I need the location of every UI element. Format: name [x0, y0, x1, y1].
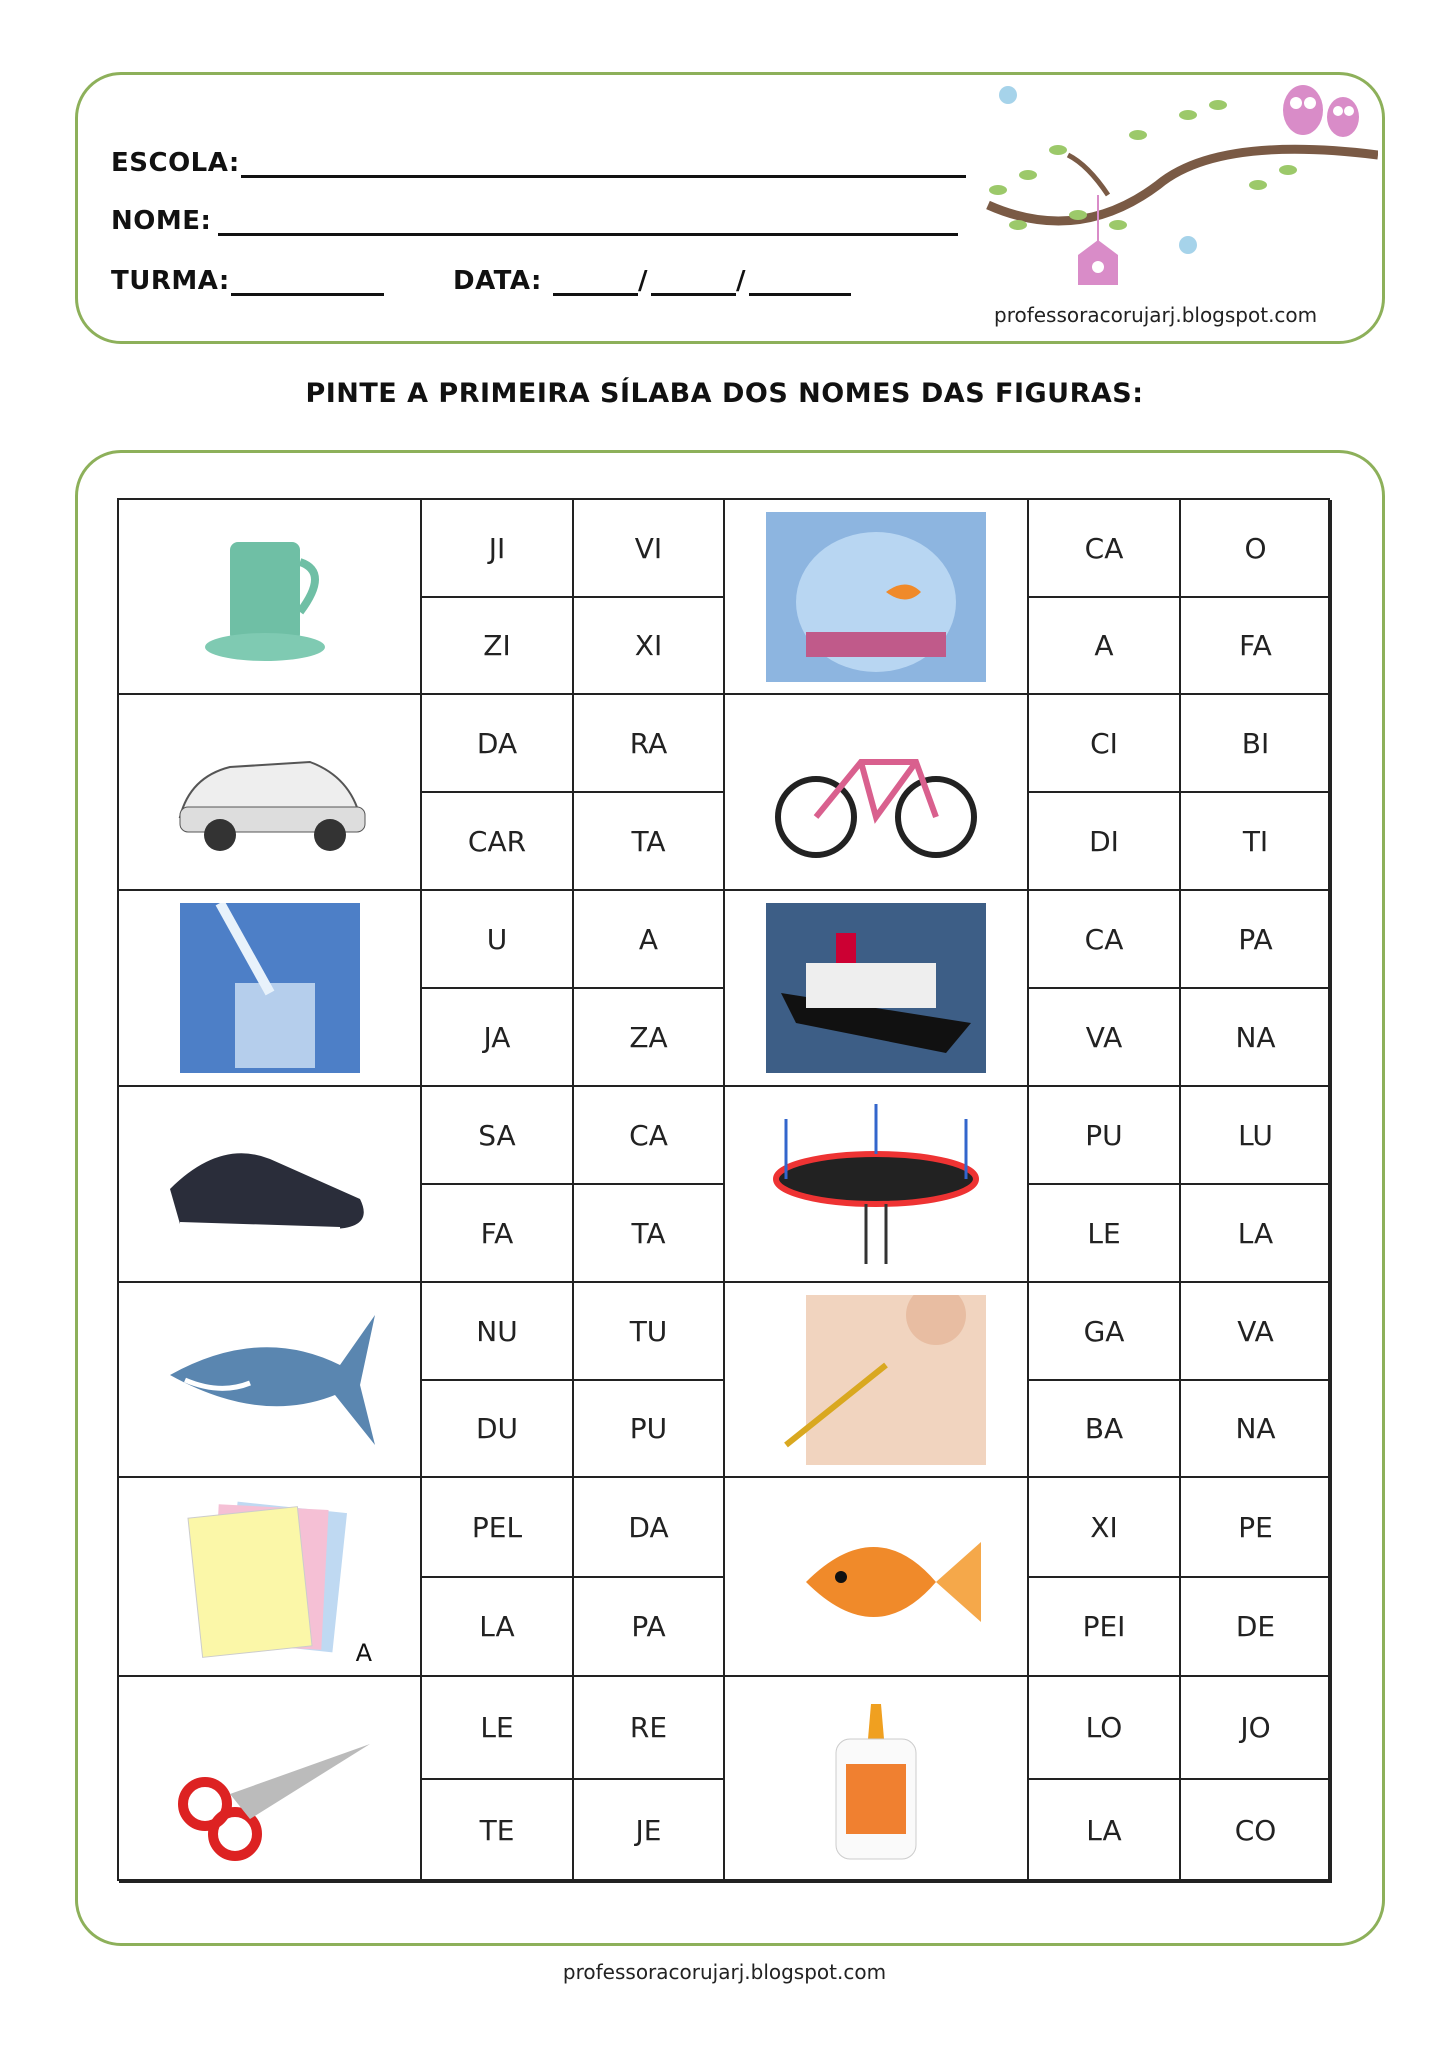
syllable-cell[interactable]: PEI [1029, 1578, 1181, 1677]
header-box [75, 72, 1385, 344]
header-site-text: professoracorujarj.blogspot.com [994, 303, 1318, 327]
paper-icon [160, 1492, 380, 1662]
syllable-cell[interactable]: CA [574, 1087, 725, 1185]
date-month-line[interactable] [651, 293, 736, 296]
name-input-line[interactable] [218, 233, 958, 236]
cup-icon [160, 512, 380, 682]
right-picture-cell [725, 1283, 1029, 1478]
syllable-cell[interactable]: LA [1181, 1185, 1332, 1283]
left-picture-cell [119, 891, 422, 1087]
syllable-cell[interactable]: XI [1029, 1478, 1181, 1578]
syllable-table [117, 498, 1330, 1881]
syllable-cell[interactable]: SA [422, 1087, 574, 1185]
syllable-cell[interactable]: JI [422, 500, 574, 598]
syllable-cell[interactable]: CO [1181, 1780, 1332, 1883]
syllable-cell[interactable]: VI [574, 500, 725, 598]
water-glass-icon [160, 903, 380, 1073]
syllable-cell[interactable]: ZI [422, 598, 574, 695]
syllable-cell[interactable]: U [422, 891, 574, 989]
syllable-cell[interactable]: JA [422, 989, 574, 1087]
left-picture-cell [119, 1677, 422, 1883]
syllable-cell[interactable]: CAR [422, 793, 574, 891]
right-picture-cell [725, 891, 1029, 1087]
syllable-cell[interactable]: RE [574, 1677, 725, 1780]
left-picture-cell [119, 1478, 422, 1677]
bicycle-icon [766, 707, 986, 877]
syllable-cell[interactable]: XI [574, 598, 725, 695]
trampoline-icon [766, 1099, 986, 1269]
goldfish-icon [766, 1492, 986, 1662]
right-picture-cell [725, 695, 1029, 891]
syllable-cell[interactable]: JO [1181, 1677, 1332, 1780]
syllable-cell[interactable]: DA [574, 1478, 725, 1578]
owl-branch-illustration [958, 75, 1378, 295]
syllable-cell[interactable]: A [1029, 598, 1181, 695]
right-picture-cell [725, 500, 1029, 695]
ship-icon [766, 903, 986, 1073]
date-day-line[interactable] [553, 293, 638, 296]
syllable-cell[interactable]: A [574, 891, 725, 989]
left-picture-cell [119, 695, 422, 891]
date-separator: / [638, 266, 648, 296]
syllable-cell[interactable]: TA [574, 793, 725, 891]
syllable-cell[interactable]: O [1181, 500, 1332, 598]
car-icon [160, 707, 380, 877]
left-picture-cell [119, 500, 422, 695]
shark-icon [160, 1295, 380, 1465]
left-picture-cell [119, 1283, 422, 1478]
glue-icon [766, 1694, 986, 1864]
syllable-cell[interactable]: DA [422, 695, 574, 793]
syllable-cell[interactable]: LA [422, 1578, 574, 1677]
syllable-cell[interactable]: CA [1029, 891, 1181, 989]
syllable-cell[interactable]: PU [1029, 1087, 1181, 1185]
syllable-cell[interactable]: NA [1181, 1381, 1332, 1478]
syllable-cell[interactable]: LE [1029, 1185, 1181, 1283]
syllable-cell[interactable]: CI [1029, 695, 1181, 793]
syllable-cell[interactable]: TU [574, 1283, 725, 1381]
syllable-cell[interactable]: DI [1029, 793, 1181, 891]
picture-extra-letter: A [355, 1639, 372, 1667]
syllable-cell[interactable]: NA [1181, 989, 1332, 1087]
date-year-line[interactable] [749, 293, 851, 296]
syllable-cell[interactable]: DU [422, 1381, 574, 1478]
syllable-cell[interactable]: BI [1181, 695, 1332, 793]
syllable-cell[interactable]: FA [422, 1185, 574, 1283]
syllable-cell[interactable]: FA [1181, 598, 1332, 695]
shoe-icon [160, 1099, 380, 1269]
syllable-cell[interactable]: JE [574, 1780, 725, 1883]
right-picture-cell [725, 1478, 1029, 1677]
syllable-cell[interactable]: TI [1181, 793, 1332, 891]
syllable-cell[interactable]: BA [1029, 1381, 1181, 1478]
syllable-cell[interactable]: PE [1181, 1478, 1332, 1578]
syllable-cell[interactable]: RA [574, 695, 725, 793]
syllable-cell[interactable]: PEL [422, 1478, 574, 1578]
syllable-cell[interactable]: ZA [574, 989, 725, 1087]
syllable-cell[interactable]: CA [1029, 500, 1181, 598]
syllable-cell[interactable]: TA [574, 1185, 725, 1283]
date-separator: / [736, 266, 746, 296]
syllable-cell[interactable]: VA [1181, 1283, 1332, 1381]
syllable-cell[interactable]: TE [422, 1780, 574, 1883]
fishbowl-icon [766, 512, 986, 682]
school-input-line[interactable] [241, 175, 966, 178]
right-picture-cell [725, 1087, 1029, 1283]
scissors-icon [160, 1694, 380, 1864]
footer-site-text: professoracorujarj.blogspot.com [562, 1960, 887, 1984]
left-picture-cell [119, 1087, 422, 1283]
syllable-cell[interactable]: GA [1029, 1283, 1181, 1381]
syllable-cell[interactable]: DE [1181, 1578, 1332, 1677]
date-label: DATA: [453, 266, 542, 296]
school-label: ESCOLA: [111, 148, 240, 178]
syllable-cell[interactable]: PA [574, 1578, 725, 1677]
right-picture-cell [725, 1677, 1029, 1883]
syllable-cell[interactable]: LO [1029, 1677, 1181, 1780]
instruction-title: PINTE A PRIMEIRA SÍLABA DOS NOMES DAS FIGURAS: [305, 378, 1144, 409]
name-label: NOME: [111, 206, 212, 236]
syllable-cell[interactable]: NU [422, 1283, 574, 1381]
class-input-line[interactable] [231, 293, 384, 296]
class-label: TURMA: [111, 266, 230, 296]
syllable-cell[interactable]: LU [1181, 1087, 1332, 1185]
syllable-cell[interactable]: PA [1181, 891, 1332, 989]
vaccine-icon [766, 1295, 986, 1465]
syllable-cell[interactable]: PU [574, 1381, 725, 1478]
syllable-cell[interactable]: LE [422, 1677, 574, 1780]
syllable-cell[interactable]: LA [1029, 1780, 1181, 1883]
syllable-cell[interactable]: VA [1029, 989, 1181, 1087]
